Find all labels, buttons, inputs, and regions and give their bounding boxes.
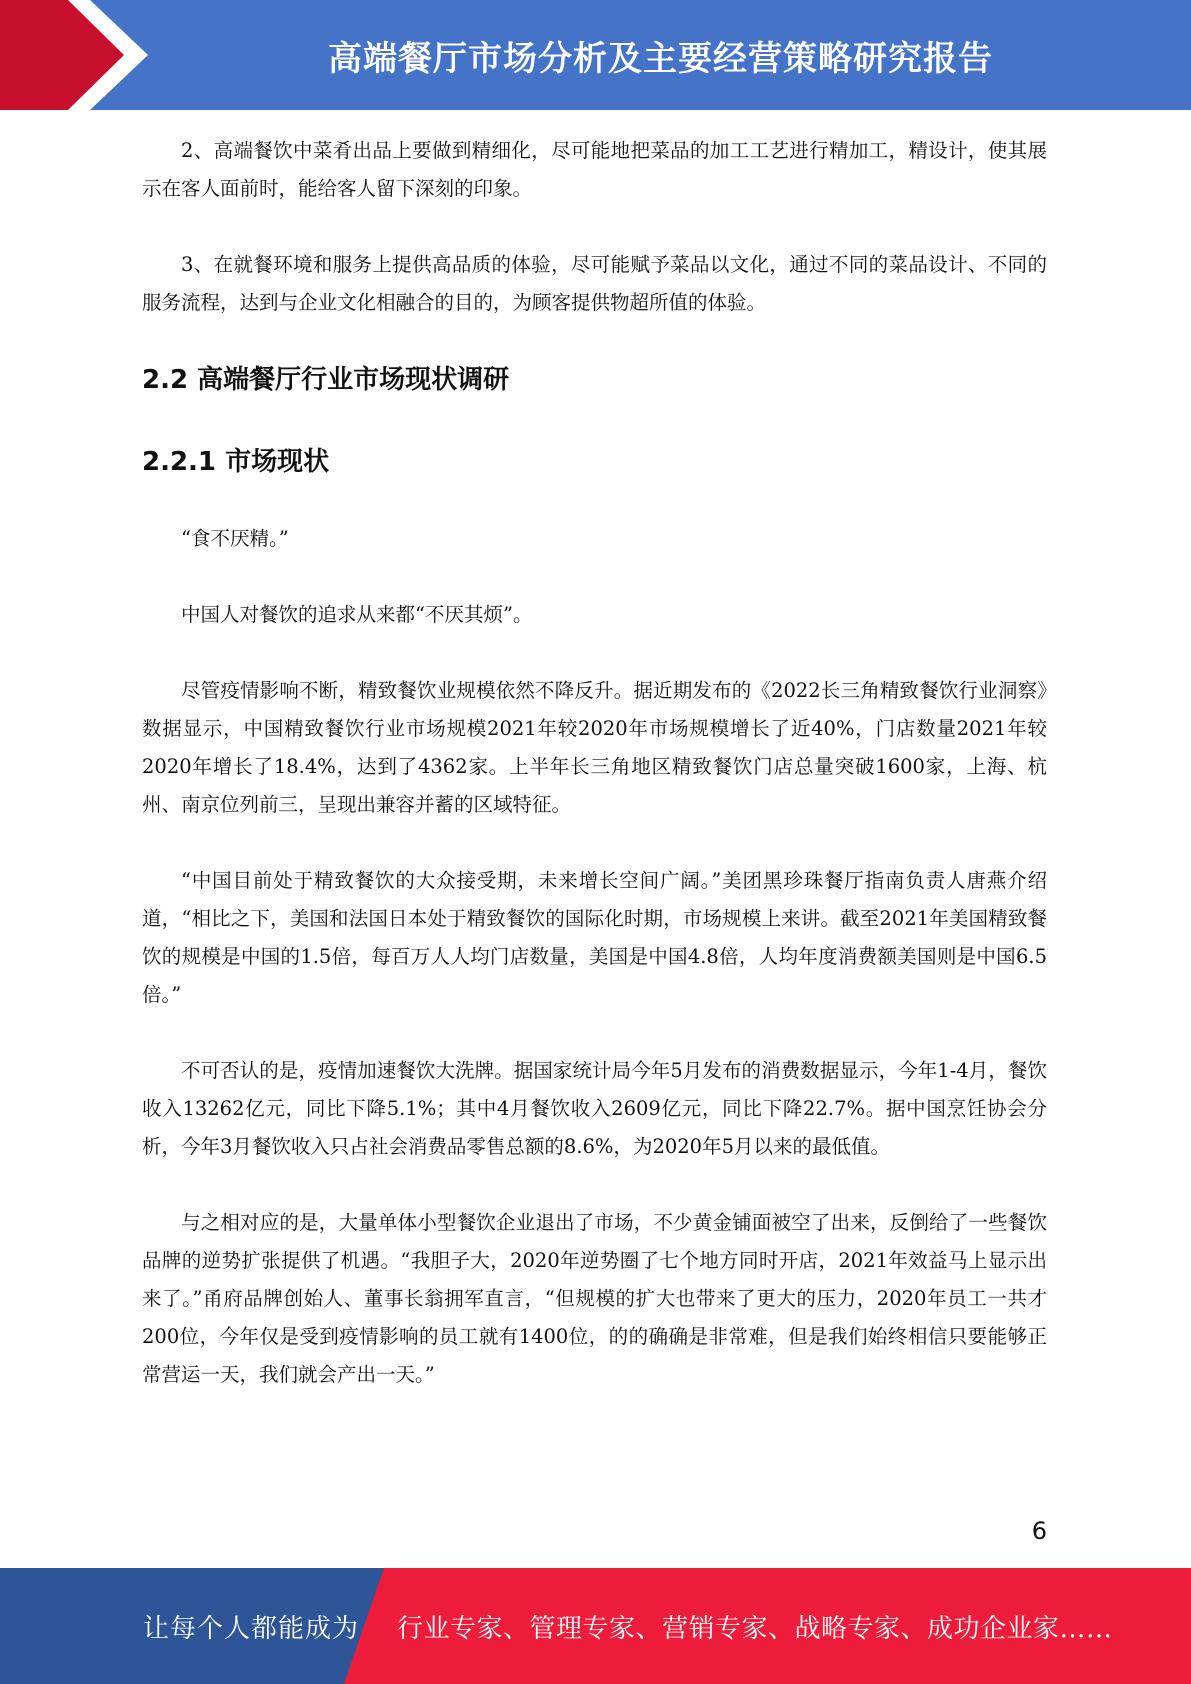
header-chevron-decoration <box>0 0 160 110</box>
paragraph: 与之相对应的是，大量单体小型餐饮企业退出了市场，不少黄金铺面被空了出来，反倒给了一些餐饮品牌的逆势扩张提供了机遇。“我胆子大，2020年逆势圈了七个地方同时开店，2021年效益马上显示出来了。”甬府品牌创始人、董事长翁拥军直言，“但规模的扩大也带来了更大的压力，2020年员工一共才200位，今年仅是受到疫情影响的员工就有1400位，的的确确是非常难，但是我们始终相信只要能够正常营运一天，我们就会产出一天。” <box>142 1211 1047 1386</box>
paragraph: 3、在就餐环境和服务上提供高品质的体验，尽可能赋予菜品以文化，通过不同的菜品设计、不同的服务流程，达到与企业文化相融合的目的，为顾客提供物超所值的体验。 <box>142 253 1047 314</box>
paragraph: “食不厌精。” <box>181 527 289 550</box>
paragraph: 尽管疫情影响不断，精致餐饮业规模依然不降反升。据近期发布的《2022长三角精致餐饮行业洞察》数据显示，中国精致餐饮行业市场规模2021年较2020年市场规模增长了近40%，门店数量2021年较2020年增长了18.4%，达到了4362家。上半年长三角地区精致餐饮门店总量突破1600家，上海、杭州、南京位列前三，呈现出兼容并蓄的区域特征。 <box>142 679 1047 816</box>
paragraph: 不可否认的是，疫情加速餐饮大洗牌。据国家统计局今年5月发布的消费数据显示，今年1-4月，餐饮收入13262亿元，同比下降5.1%；其中4月餐饮收入2609亿元，同比下降22.7%。据中国烹饪协会分析，今年3月餐饮收入只占社会消费品零售总额的8.6%，为2020年5月以来的最低值。 <box>142 1059 1047 1158</box>
page-footer <box>0 1568 1191 1684</box>
paragraph: 中国人对餐饮的追求从来都“不厌其烦”。 <box>181 603 533 626</box>
paragraph: 2、高端餐饮中菜肴出品上要做到精细化，尽可能地把菜品的加工工艺进行精加工，精设计，使其展示在客人面前时，能给客人留下深刻的印象。 <box>142 139 1047 200</box>
paragraph: “中国目前处于精致餐饮的大众接受期，未来增长空间广阔。”美团黑珍珠餐厅指南负责人唐燕介绍道，“相比之下，美国和法国日本处于精致餐饮的国际化时期，市场规模上来讲。截至2021年美国精致餐饮的规模是中国的1.5倍，每百万人人均门店数量，美国是中国4.8倍，人均年度消费额美国则是中国6.5倍。” <box>142 869 1047 1006</box>
section-heading: 2.2 高端餐厅行业市场现状调研 <box>142 365 510 395</box>
page-number: 6 <box>1031 1517 1047 1545</box>
page-header <box>0 0 1191 110</box>
page-content <box>142 132 1047 1432</box>
footer-slogan-left: 让每个人都能成为 <box>143 1613 360 1644</box>
document-title: 高端餐厅市场分析及主要经营策略研究报告 <box>328 38 993 79</box>
subsection-heading: 2.2.1 市场现状 <box>142 447 330 477</box>
footer-slogan-right: 行业专家、管理专家、营销专家、战略专家、成功企业家…… <box>397 1613 1113 1644</box>
